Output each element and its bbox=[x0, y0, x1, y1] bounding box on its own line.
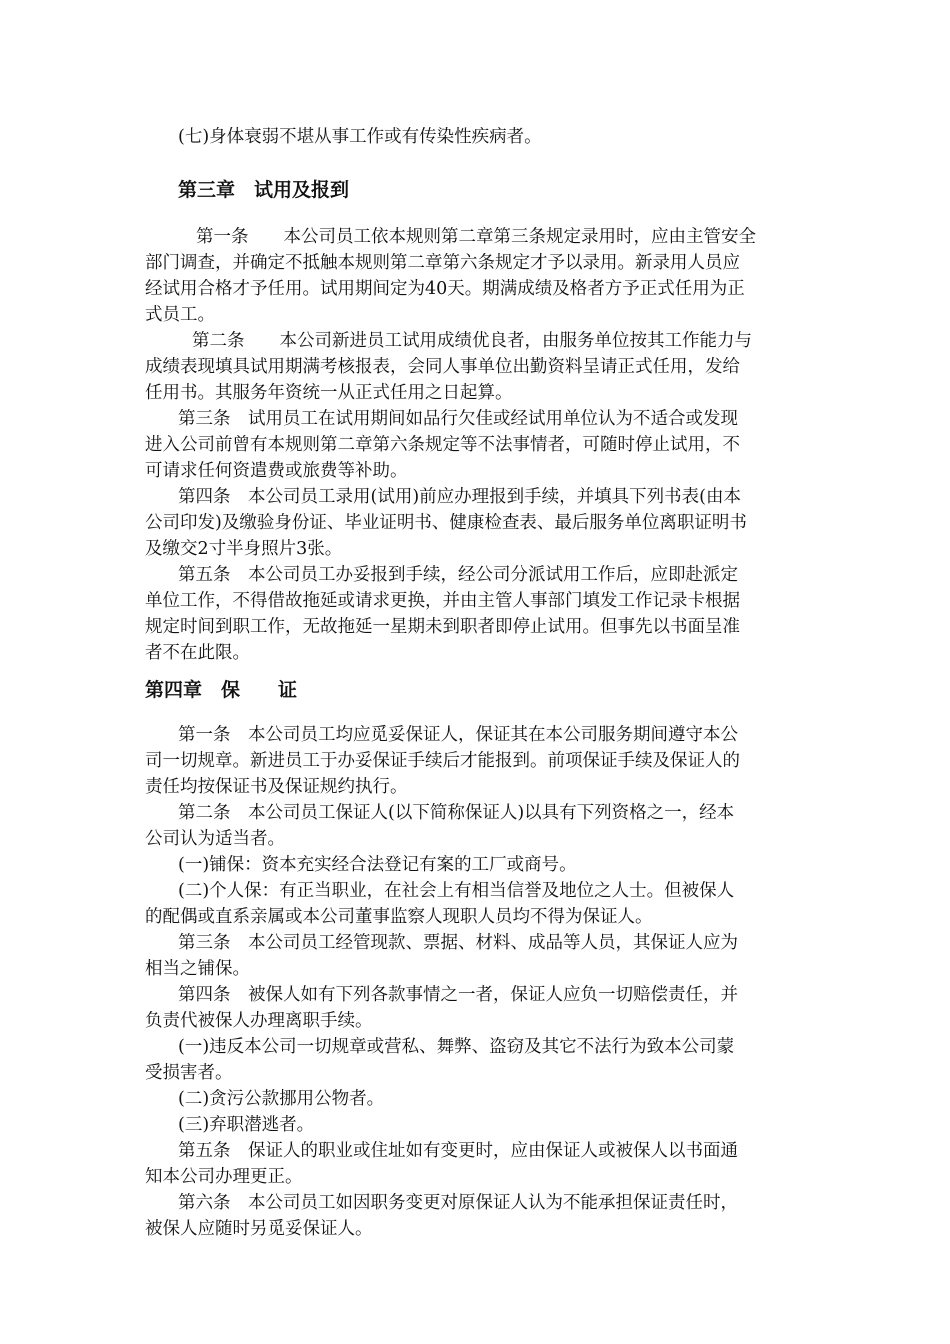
ch4-article-4-item-2: (二)贪污公款挪用公物者。 bbox=[178, 1089, 385, 1109]
ch3-article-2-line-3: 任用书。其服务年资统一从正式任用之日起算。 bbox=[145, 383, 513, 403]
ch4-article-2-item-1: (一)铺保：资本充实经合法登记有案的工厂或商号。 bbox=[178, 855, 577, 875]
ch4-article-3-line-2: 相当之铺保。 bbox=[145, 959, 250, 979]
item-7-line: (七)身体衰弱不堪从事工作或有传染性疾病者。 bbox=[178, 127, 542, 147]
ch3-article-3-line-2: 进入公司前曾有本规则第二章第六条规定等不法事情者，可随时停止试用，不 bbox=[145, 435, 740, 455]
ch4-article-2-item-2-line-1: (二)个人保：有正当职业，在社会上有相当信誉及地位之人士。但被保人 bbox=[178, 881, 735, 901]
ch4-article-3-line-1: 第三条 本公司员工经管现款、票据、材料、成品等人员，其保证人应为 bbox=[178, 933, 738, 953]
ch4-article-6-line-1: 第六条 本公司员工如因职务变更对原保证人认为不能承担保证责任时， bbox=[178, 1193, 738, 1213]
ch4-article-2-line-2: 公司认为适当者。 bbox=[145, 829, 285, 849]
ch3-article-5-line-2: 单位工作，不得借故拖延或请求更换，并由主管人事部门填发工作记录卡根据 bbox=[145, 591, 740, 611]
ch3-article-1-line-3: 经试用合格才予任用。试用期间定为40天。期满成绩及格者方予正式任用为正 bbox=[145, 279, 745, 299]
chapter-3-title: 第三章 试用及报到 bbox=[178, 179, 350, 201]
ch3-article-5-line-1: 第五条 本公司员工办妥报到手续，经公司分派试用工作后，应即赴派定 bbox=[178, 565, 738, 585]
ch3-article-5-line-3: 规定时间到职工作，无故拖延一星期未到职者即停止试用。但事先以书面呈准 bbox=[145, 617, 740, 637]
ch3-article-3-line-1: 第三条 试用员工在试用期间如品行欠佳或经试用单位认为不适合或发现 bbox=[178, 409, 738, 429]
ch3-article-3-line-3: 可请求任何资遣费或旅费等补助。 bbox=[145, 461, 408, 481]
ch4-article-2-line-1: 第二条 本公司员工保证人(以下简称保证人)以具有下列资格之一，经本 bbox=[178, 803, 735, 823]
ch4-article-5-line-2: 知本公司办理更正。 bbox=[145, 1167, 303, 1187]
ch3-article-4-line-3: 及缴交2寸半身照片3张。 bbox=[145, 539, 343, 559]
ch4-article-4-line-2: 负责代被保人办理离职手续。 bbox=[145, 1011, 373, 1031]
ch3-article-5-line-4: 者不在此限。 bbox=[145, 643, 250, 663]
ch4-article-1-line-1: 第一条 本公司员工均应觅妥保证人，保证其在本公司服务期间遵守本公 bbox=[178, 725, 738, 745]
ch3-article-1-line-1: 第一条 本公司员工依本规则第二章第三条规定录用时，应由主管安全 bbox=[196, 227, 756, 247]
ch4-article-5-line-1: 第五条 保证人的职业或住址如有变更时，应由保证人或被保人以书面通 bbox=[178, 1141, 738, 1161]
ch4-article-2-item-2-line-2: 的配偶或直系亲属或本公司董事监察人现职人员均不得为保证人。 bbox=[145, 907, 653, 927]
ch4-article-4-line-1: 第四条 被保人如有下列各款事情之一者，保证人应负一切赔偿责任，并 bbox=[178, 985, 738, 1005]
ch3-article-2-line-2: 成绩表现填具试用期满考核报表，会同人事单位出勤资料呈请正式任用，发给 bbox=[145, 357, 740, 377]
ch3-article-4-line-2: 公司印发)及缴验身份证、毕业证明书、健康检查表、最后服务单位离职证明书 bbox=[145, 513, 747, 533]
ch4-article-6-line-2: 被保人应随时另觅妥保证人。 bbox=[145, 1219, 373, 1239]
ch3-article-4-line-1: 第四条 本公司员工录用(试用)前应办理报到手续，并填具下列书表(由本 bbox=[178, 487, 741, 507]
chapter-4-title: 第四章 保 证 bbox=[145, 679, 298, 701]
ch4-article-1-line-3: 责任均按保证书及保证规约执行。 bbox=[145, 777, 408, 797]
ch3-article-1-line-4: 式员工。 bbox=[145, 305, 215, 325]
ch4-article-4-item-1-line-2: 受损害者。 bbox=[145, 1063, 233, 1083]
ch3-article-1-line-2: 部门调查，并确定不抵触本规则第二章第六条规定才予以录用。新录用人员应 bbox=[145, 253, 740, 273]
ch4-article-1-line-2: 司一切规章。新进员工于办妥保证手续后才能报到。前项保证手续及保证人的 bbox=[145, 751, 740, 771]
ch3-article-2-line-1: 第二条 本公司新进员工试用成绩优良者，由服务单位按其工作能力与 bbox=[192, 331, 752, 351]
ch4-article-4-item-3: (三)弃职潜逃者。 bbox=[178, 1115, 315, 1135]
ch4-article-4-item-1-line-1: (一)违反本公司一切规章或营私、舞弊、盗窃及其它不法行为致本公司蒙 bbox=[178, 1037, 735, 1057]
